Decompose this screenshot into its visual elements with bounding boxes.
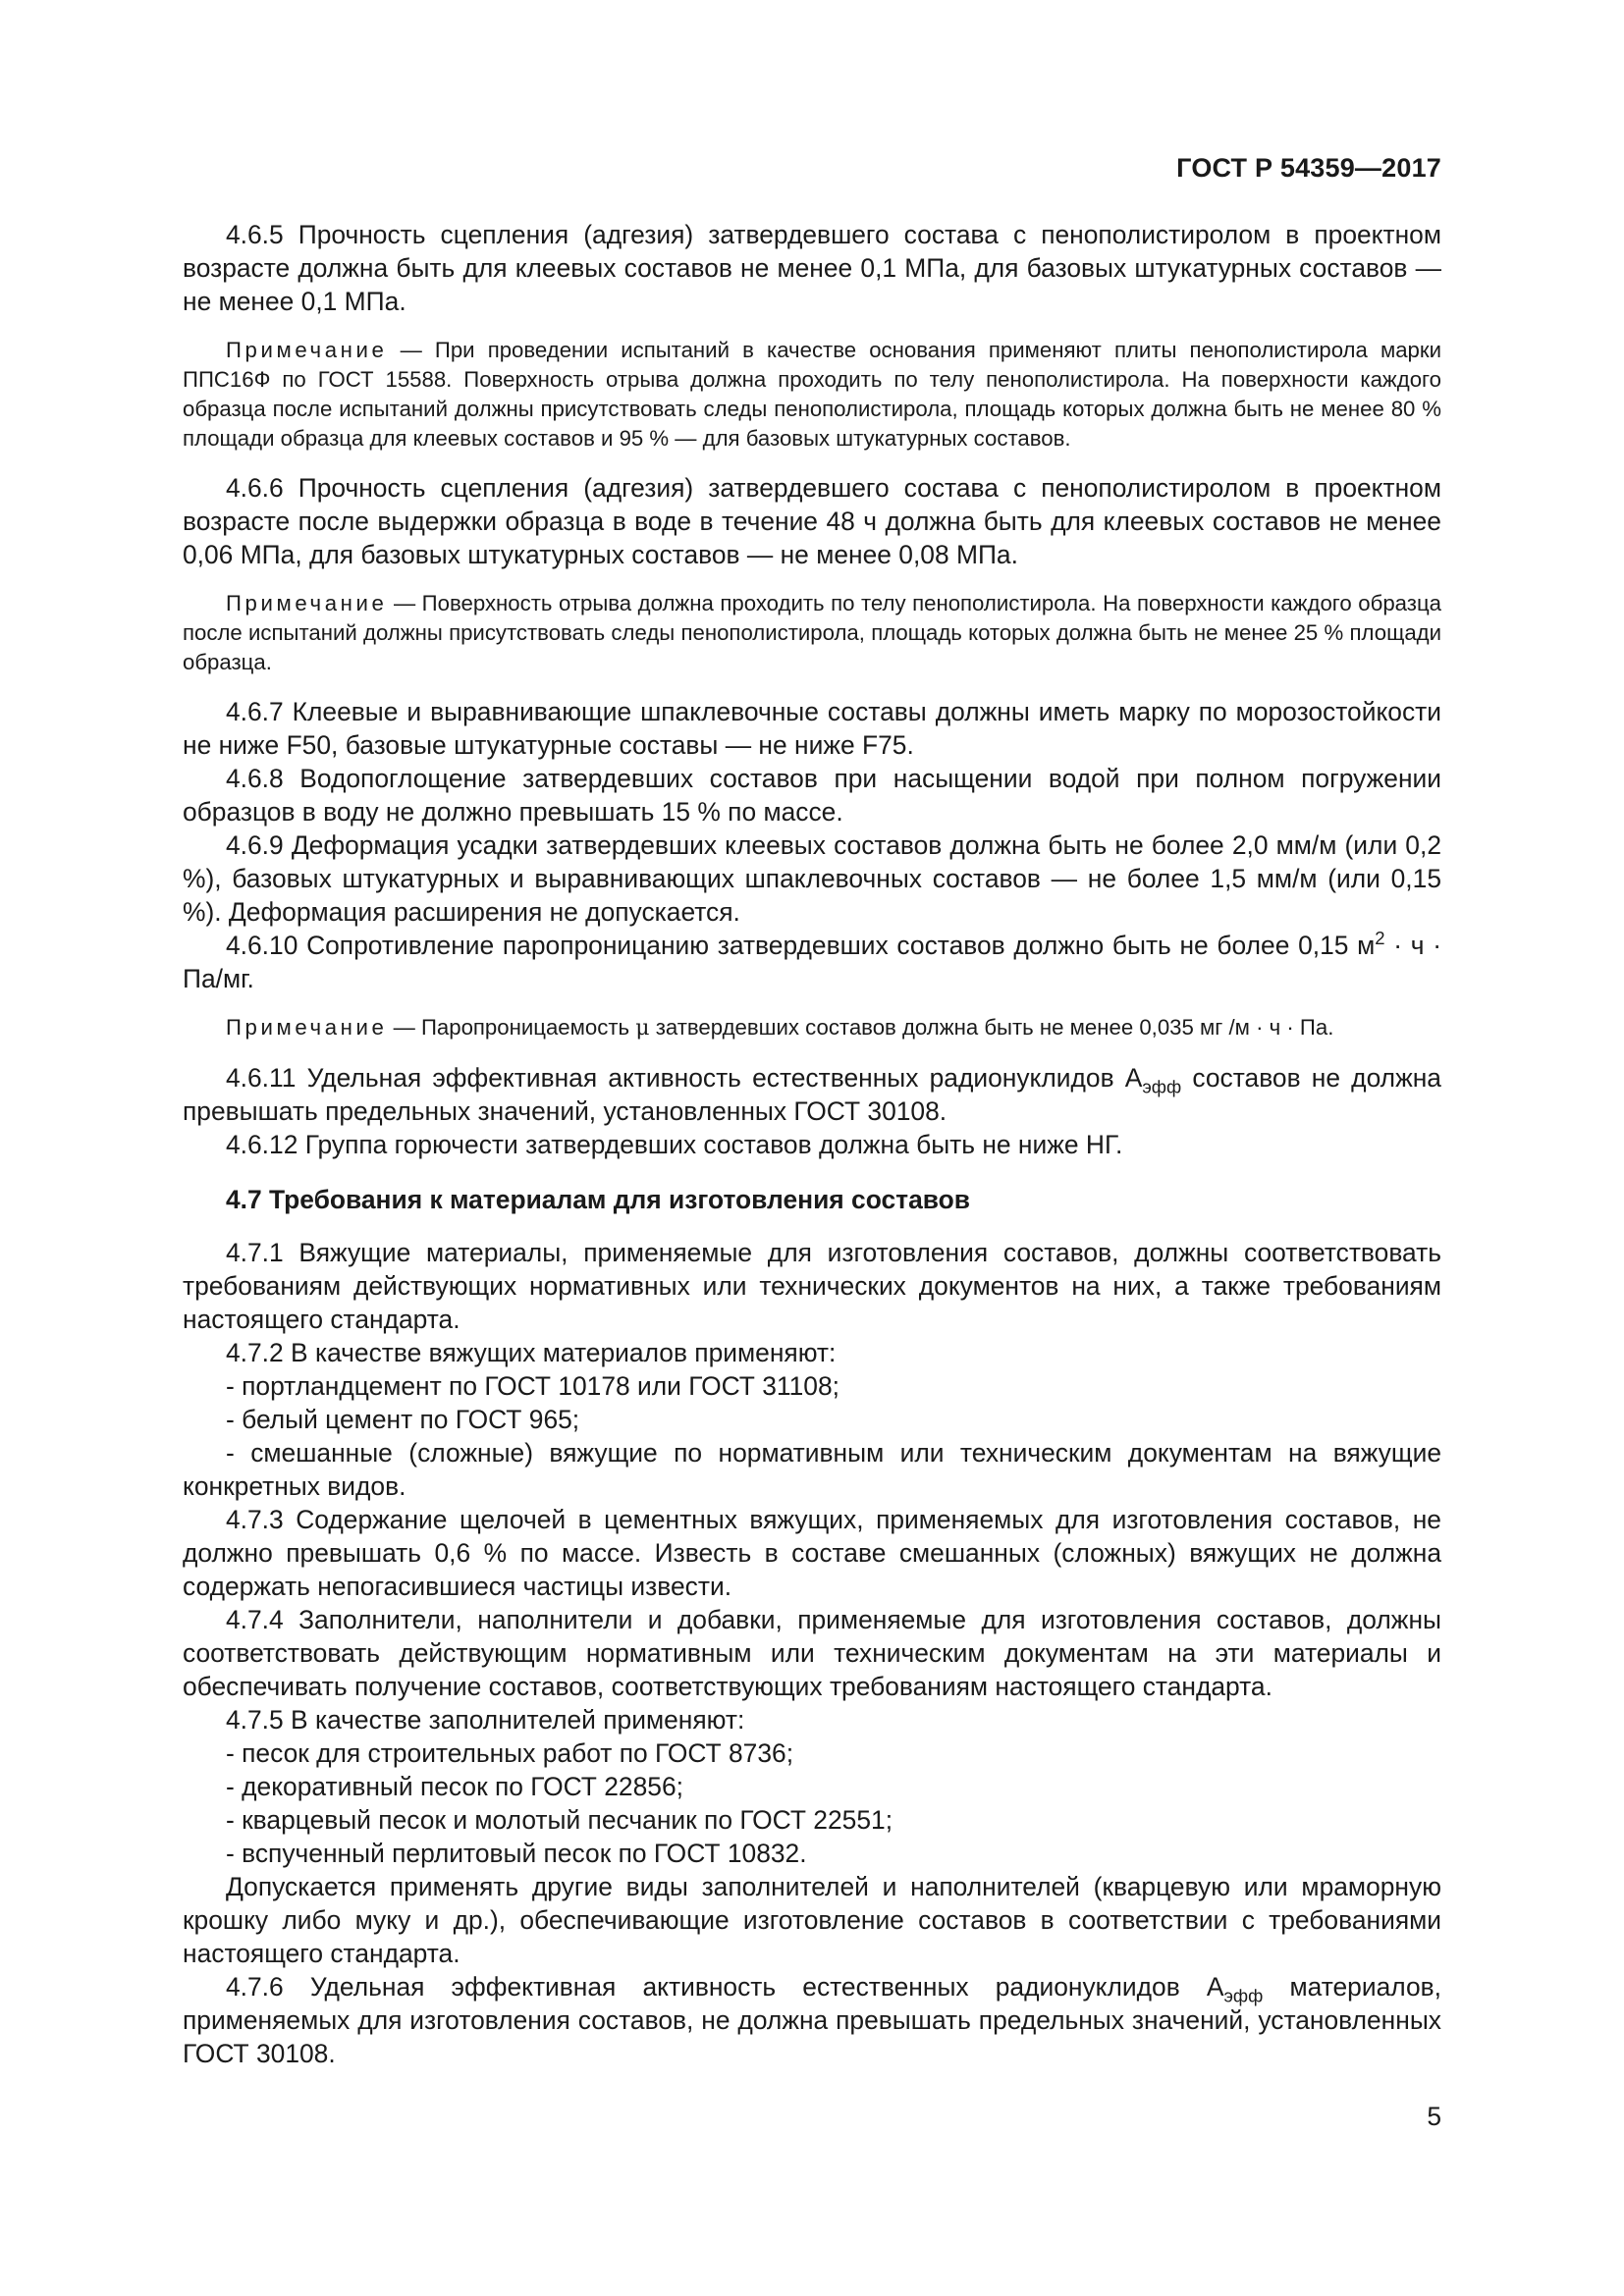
superscript: 2 [1375,928,1385,949]
note-label: Примечание [226,591,388,615]
clause-4-7-2: 4.7.2 В качестве вяжущих материалов применяют: [226,1338,837,1367]
page-number: 5 [1427,2102,1441,2131]
clause-text: · ч · Па/мг. [183,931,1441,993]
note-1 [183,336,1441,454]
note-label: Примечание [226,338,388,362]
note-label: Примечание [226,1015,388,1040]
section-heading-4-7: 4.7 Требования к материалам для изготовления составов [226,1185,970,1214]
document-body [183,218,1441,2070]
clause-4-7-1: 4.7.1 Вяжущие материалы, применяемые для изготовления составов, должны соответствовать требованиям действующих нормативных или технических документов на них, а также требованиям настоящего стандарта. [183,1238,1441,1334]
note-text: затвердевших составов должна быть не менее 0,035 мг /м · ч · Па. [649,1015,1334,1040]
list-item: - кварцевый песок и молотый песчаник по ГОСТ 22551; [226,1805,893,1835]
clause-4-7-6 [183,1970,1441,2070]
clause-4-7-5: 4.7.5 В качестве заполнителей применяют: [226,1705,745,1735]
clause-text: 4.6.10 Сопротивление паропроницанию затвердевших составов должно быть не более 0,15 м [226,931,1376,960]
list-item: - вспученный перлитовый песок по ГОСТ 10832. [226,1839,807,1868]
clause-4-6-9: 4.6.9 Деформация усадки затвердевших клеевых составов должна быть не более 2,0 мм/м (или 0,2 %), базовых штукатурных и выравнивающих шпаклевочных составов — не более 1,5 мм/м (или 0,15 %). Деформация расширения не допускается. [183,830,1441,927]
clause-text: 4.7.6 Удельная эффективная активность естественных радионуклидов А [226,1972,1224,2002]
note-text: — При проведении испытаний в качестве основания применяют плиты пенополистирола марки ППС16Ф по ГОСТ 15588. Поверхность отрыва должна проходить по телу пенополистирола. На поверхности каждого образца после испытаний должны присутствовать следы пенополистирола, площадь которых должна быть не менее 80 % площади образца для клеевых составов и 95 % — для базовых штукатурных составов. [183,338,1441,451]
clause-4-6-8: 4.6.8 Водопоглощение затвердевших составов при насыщении водой при полном погружении образцов в воду не должно превышать 15 % по массе. [183,764,1441,827]
clause-4-7-5-continued: Допускается применять другие виды заполнителей и наполнителей (кварцевую или мраморную крошку либо муку и др.), обеспечивающие изготовление составов в соответствии с требованиями настоящего стандарта. [183,1872,1441,1968]
clause-4-6-10 [183,929,1441,995]
clause-text: 4.6.11 Удельная эффективная активность естественных радионуклидов А [226,1063,1143,1093]
clause-4-6-7: 4.6.7 Клеевые и выравнивающие шпаклевочные составы должны иметь марку по морозостойкости не ниже F50, базовые штукатурные составы — не ниже F75. [183,697,1441,760]
clause-4-6-12: 4.6.12 Группа горючести затвердевших составов должна быть не ниже НГ. [226,1130,1123,1159]
note-2 [183,589,1441,677]
list-item: - песок для строительных работ по ГОСТ 8736; [226,1738,794,1768]
list-item: - портландцемент по ГОСТ 10178 или ГОСТ 31108; [226,1371,839,1401]
subscript: эфф [1142,1076,1182,1097]
list-item: - смешанные (сложные) вяжущие по нормативным или техническим документам на вяжущие конкретных видов. [183,1438,1441,1501]
note-text: — Паропроницаемость [387,1015,636,1040]
clause-4-6-6: 4.6.6 Прочность сцепления (адгезия) затвердевшего состава с пенополистиролом в проектном возрасте после выдержки образца в воде в течение 48 ч должна быть для клеевых составов не менее 0,06 МПа, для базовых штукатурных составов — не менее 0,08 МПа. [183,473,1441,569]
document-code-header: ГОСТ Р 54359—2017 [1176,153,1441,183]
list-item: - белый цемент по ГОСТ 965; [226,1405,580,1434]
note-text: — Поверхность отрыва должна проходить по телу пенополистирола. На поверхности каждого образца после испытаний должны присутствовать следы пенополистирола, площадь которых должна быть не менее 25 % площади образца. [183,591,1441,674]
subscript: эфф [1223,1985,1264,2006]
clause-text: материалов, применяемых для изготовления составов, не должна превышать предельных значений, установленных ГОСТ 30108. [183,1972,1441,2068]
note-3 [183,1013,1441,1043]
clause-4-7-3: 4.7.3 Содержание щелочей в цементных вяжущих, применяемых для изготовления составов, не должно превышать 0,6 % по массе. Известь в составе смешанных (сложных) вяжущих не должна содержать непогасившиеся частицы извести. [183,1505,1441,1601]
list-item: - декоративный песок по ГОСТ 22856; [226,1772,683,1801]
clause-4-7-4: 4.7.4 Заполнители, наполнители и добавки, применяемые для изготовления составов, должны соответствовать действующим нормативным или техническим документам на эти материалы и обеспечивать получение составов, соответствующих требованиям настоящего стандарта. [183,1605,1441,1701]
clause-4-6-11 [183,1061,1441,1128]
clause-4-6-5: 4.6.5 Прочность сцепления (адгезия) затвердевшего состава с пенополистиролом в проектном возрасте должна быть для клеевых составов не менее 0,1 МПа, для базовых штукатурных составов — не менее 0,1 МПа. [183,220,1441,316]
clause-text: составов не должна превышать предельных значений, установленных ГОСТ 30108. [183,1063,1441,1126]
mu-symbol: μ [635,1016,650,1041]
